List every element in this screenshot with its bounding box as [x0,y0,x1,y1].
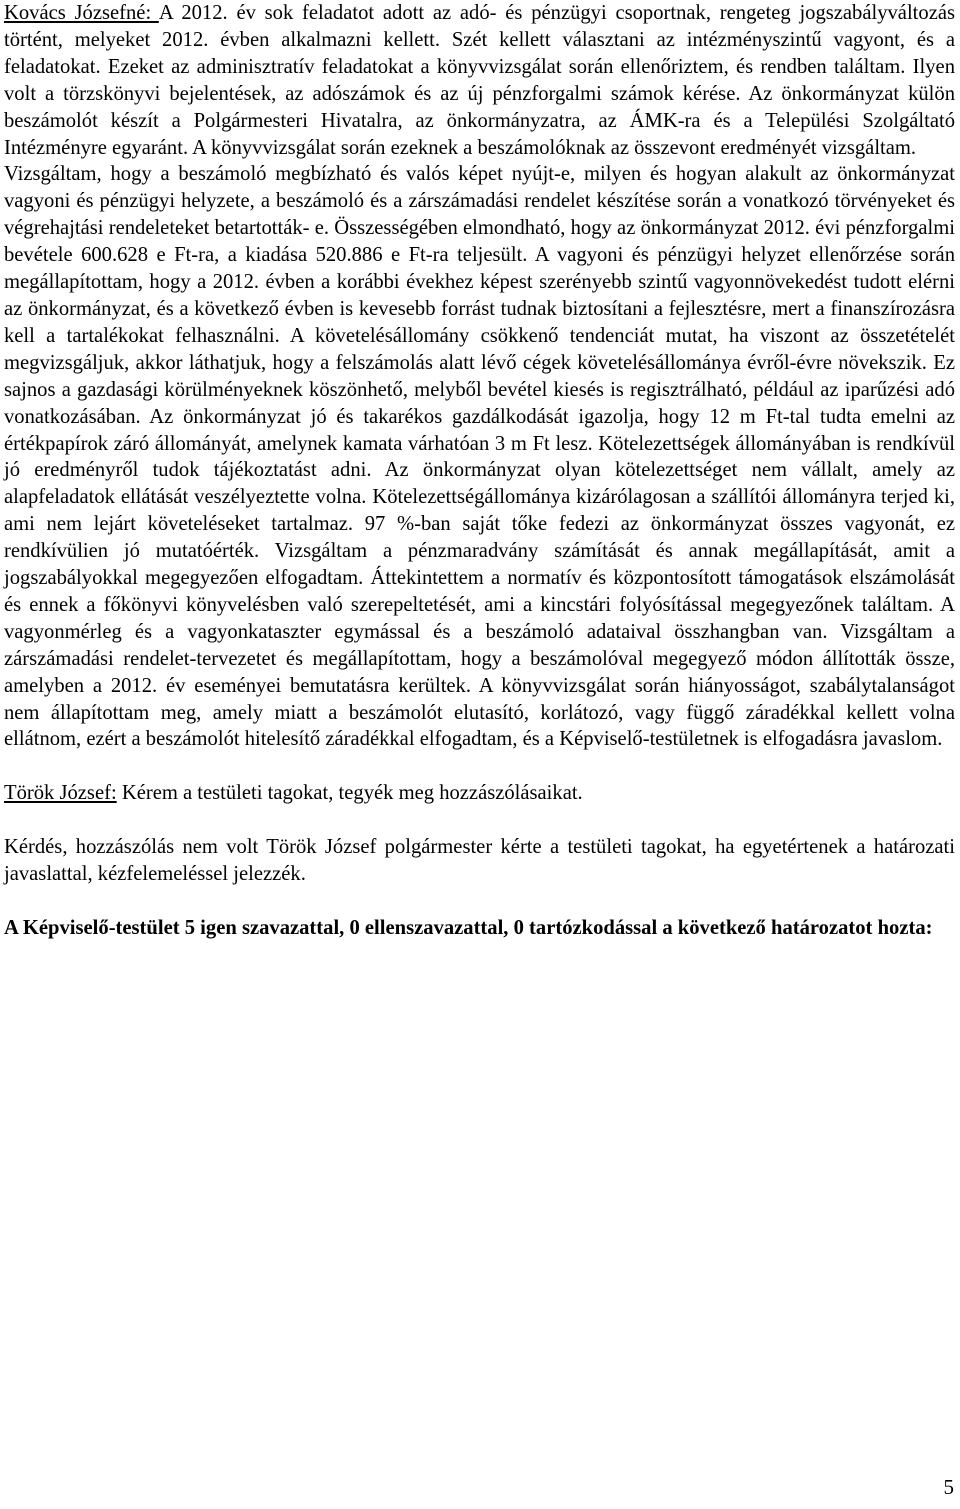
paragraph-text: A 2012. év sok feladatot adott az adó- és pénzügyi csoportnak, rengeteg jogszabályváltozás történt, melyeket 2012. évben alkalmazni kellett. Szét kellett választani az intézményszintű vagyont, és a feladatokat. Ezeket az adminisztratív feladatokat a könyvvizsgálat során ellenőriztem, és rendben találtam. Ilyen volt a törzskönyvi bejelentések, az adószámok és az új pénzforgalmi számok kérése. Az önkormányzat külön beszámolót készít a Polgármesteri Hivatalra, az önkormányzatra, az ÁMK-ra és a Települési Szolgáltató Intézményre egyaránt. A könyvvizsgálat során ezeknek a beszámolóknak az összevont eredményét vizsgáltam. [4,2,955,159]
paragraph-text: Kérem a testületi tagokat, tegyék meg hozzászólásaikat. [116,782,583,805]
page-number: 5 [943,1475,954,1499]
paragraph-audit-findings: Vizsgáltam, hogy a beszámoló megbízható és valós képet nyújt-e, milyen és hogyan alakult az önkormányzat vagyoni és pénzügyi helyzete, a beszámoló és a zárszámadási rendelet készítése során a vonatkozó törvényeket és végrehajtási rendeleteket betartották- e. Összességében elmondható, hogy az önkormányzat 2012. évi pénzforgalmi bevétele 600.628 e Ft-ra, a kiadása 520.886 e Ft-ra teljesült. A vagyoni és pénzügyi helyzet ellenőrzése során megállapítottam, hogy a 2012. évben a korábbi évekhez képest szerényebb szintű vagyonnövekedést tudott elérni az önkormányzat, és a következő évben is kevesebb forrást tudnak biztosítani a fejlesztésre, mert a finanszírozásra kell a tartalékokat felhasználni. A követelésállomány csökkenő tendenciát mutat, ha viszont az összetételét megvizsgáljuk, akkor láthatjuk, hogy a felszámolás alatt lévő cégek követelésállománya évről-évre növekszik. Ez sajnos a gazdasági körülményeknek köszönhető, melyből bevétel kiesés is regisztrálható, például az iparűzési adó vonatkozásában. Az önkormányzat jó és takarékos gazdálkodását igazolja, hogy 12 m Ft-tal tudta emelni az értékpapírok záró állományát, amelynek kamata várhatóan 3 m Ft lesz. Kötelezettségek állományában is rendkívül jó eredményről tudok tájékoztatást adni. Az önkormányzat olyan kötelezettséget nem vállalt, amely az alapfeladatok ellátását veszélyeztette volna. Kötelezettségállománya kizárólagosan a szállítói állományra terjed ki, ami nem lejárt követeléseket tartalmaz. 97 %-ban saját tőke fedezi az önkormányzat összes vagyonát, ez rendkívülien jó mutatóérték. Vizsgáltam a pénzmaradvány számítását és annak megállapítását, amit a jogszabályokkal megegyezően elfogadtam. Áttekintettem a normatív és központosított támogatások elszámolását és ennek a főkönyvi könyvelésben való szerepeltetését, ami a kincstári folyósítással megegyezőnek találtam. A vagyonmérleg és a vagyonkataszter egymással és a beszámoló adataival összhangban van. Vizsgáltam a zárszámadási rendelet-tervezetet és megállapítottam, hogy a beszámolóval megegyező módon állították össze, amelyben a 2012. év eseményei bemutatásra kerültek. A könyvvizsgálat során hiányosságot, szabálytalanságot nem állapítottam meg, amely miatt a beszámolót elutasító, korlátozó, vagy függő záradékkal kellett volna ellátnom, ezért a beszámolót hitelesítő záradékkal elfogadtam, és a Képviselő-testületnek is elfogadásra javaslom. [4,163,955,751]
paragraph-gap [4,888,955,915]
document-page [4,0,955,942]
speaker-kovacs-jozsefne: Kovács Józsefné: [4,2,159,24]
paragraph-gap [4,753,955,780]
paragraph-no-questions: Kérdés, hozzászólás nem volt Török József polgármester kérte a testületi tagokat, ha egyetértenek a határozati javaslattal, kézfelemeléssel jelezzék. [4,836,955,886]
paragraph-auditor-report-intro [4,0,955,161]
paragraph-mayor-request [4,780,955,807]
paragraph-vote-result: A Képviselő-testület 5 igen szavazattal, 0 ellenszavazattal, 0 tartózkodással a következő határozatot hozta: [4,917,933,940]
paragraph-gap [4,807,955,834]
speaker-torok-jozsef: Török József: [4,782,117,805]
